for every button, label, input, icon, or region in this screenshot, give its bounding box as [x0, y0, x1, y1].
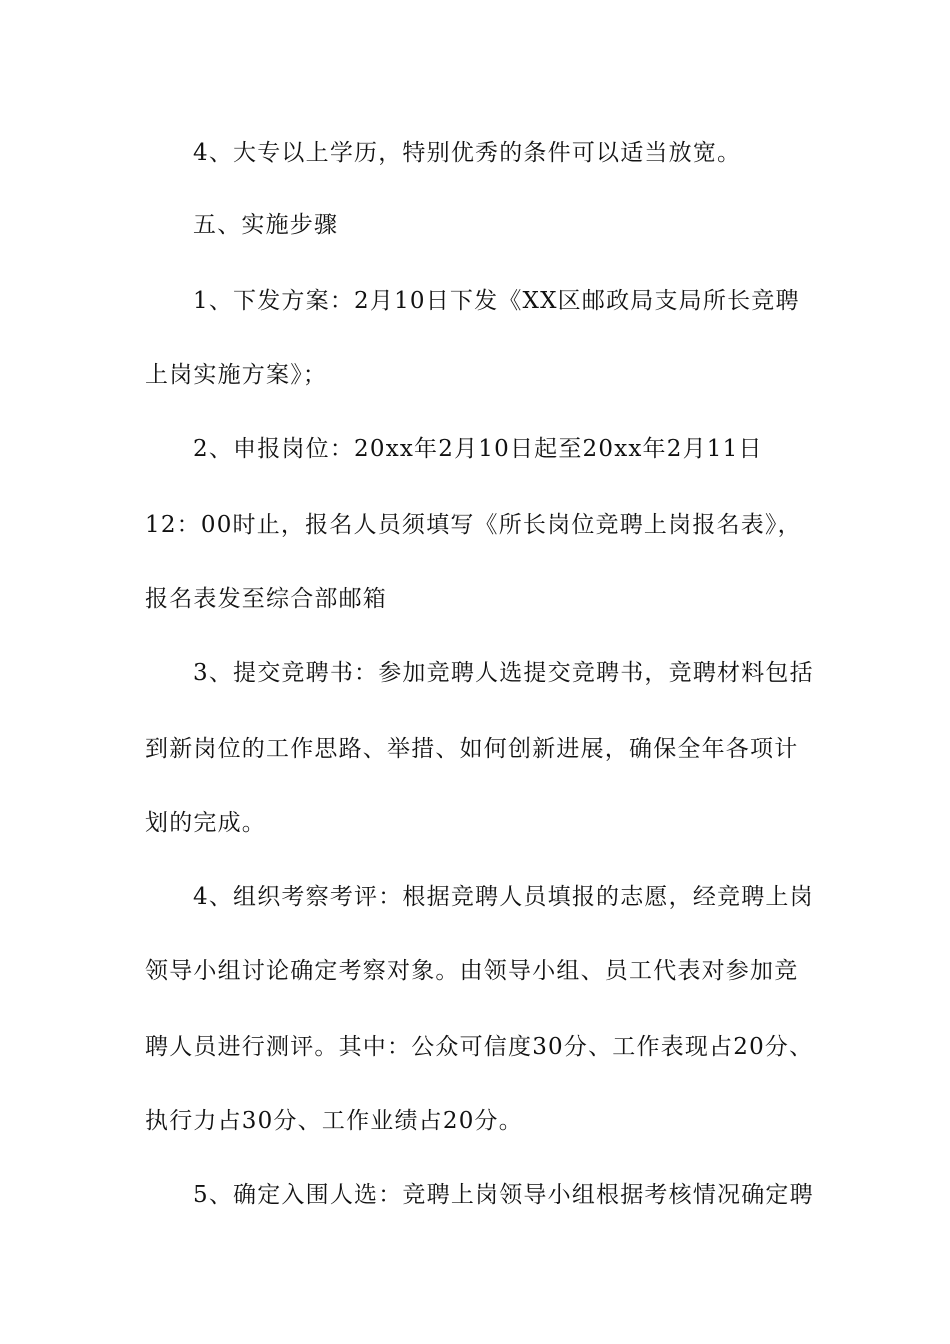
paragraph-line: 3、提交竞聘书：参加竞聘人选提交竞聘书，竞聘材料包括: [193, 660, 814, 686]
paragraph-line: 上岗实施方案》；: [145, 362, 328, 388]
paragraph-line: 领导小组讨论确定考察对象。由领导小组、员工代表对参加竞: [145, 958, 799, 984]
paragraph-line: 执行力占30分、工作业绩占20分。: [145, 1108, 523, 1134]
paragraph-line: 2、申报岗位：20xx年2月10日起至20xx年2月11日: [193, 436, 763, 462]
paragraph-line: 划的完成。: [145, 810, 266, 836]
paragraph-line: 4、大专以上学历，特别优秀的条件可以适当放宽。: [193, 140, 742, 166]
paragraph-line: 12：00时止，报名人员须填写《所长岗位竞聘上岗报名表》，: [145, 512, 802, 538]
paragraph-line: 报名表发至综合部邮箱: [145, 586, 387, 612]
paragraph-line: 1、下发方案：2月10日下发《XX区邮政局支局所长竞聘: [193, 288, 800, 314]
paragraph-line: 到新岗位的工作思路、举措、如何创新进展，确保全年各项计: [145, 736, 799, 762]
paragraph-line: 5、确定入围人选：竞聘上岗领导小组根据考核情况确定聘: [193, 1182, 814, 1208]
paragraph-line: 4、组织考察考评：根据竞聘人员填报的志愿，经竞聘上岗: [193, 884, 814, 910]
paragraph-line: 聘人员进行测评。其中：公众可信度30分、工作表现占20分、: [145, 1034, 814, 1060]
section-heading: 五、实施步骤: [193, 212, 339, 238]
